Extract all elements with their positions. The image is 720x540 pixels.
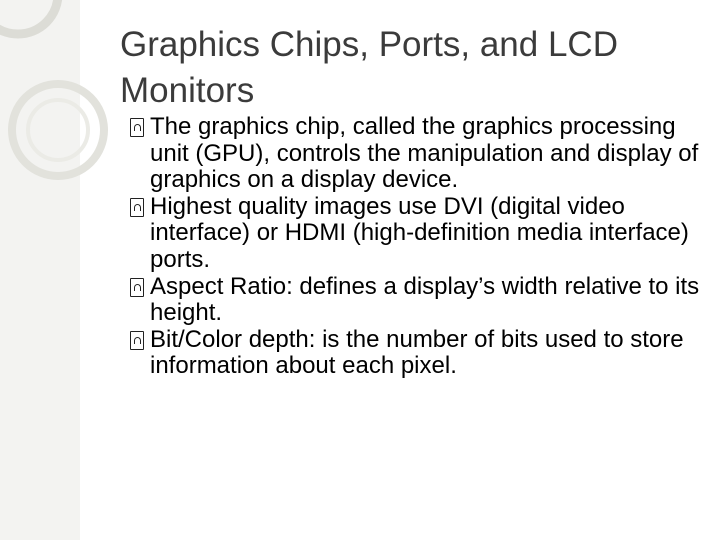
bullet-text: The graphics chip, called the graphics processing unit (GPU), controls the manipulation and display of graphics on a display device. xyxy=(150,113,699,194)
bullet-list xyxy=(130,114,710,380)
bullet-item xyxy=(130,274,710,327)
bullet-marker-icon xyxy=(130,278,144,297)
bullet-marker-icon xyxy=(130,198,144,217)
bullet-item xyxy=(130,194,710,274)
bullet-text: Highest quality images use DVI (digital video interface) or HDMI (high-definition media interface) ports. xyxy=(150,192,689,273)
bullet-text: Aspect Ratio: defines a display’s width relative to its height. xyxy=(150,272,700,327)
bullet-marker-icon xyxy=(130,118,144,137)
slide-title: Graphics Chips, Ports, and LCD Monitors xyxy=(120,25,618,110)
bullet-marker-icon xyxy=(130,331,144,350)
decorative-rings-graphic xyxy=(0,0,140,200)
bullet-text: Bit/Color depth: is the number of bits used to store information about each pixel. xyxy=(150,325,684,380)
bullet-item xyxy=(130,114,710,194)
bullet-item xyxy=(130,327,710,380)
